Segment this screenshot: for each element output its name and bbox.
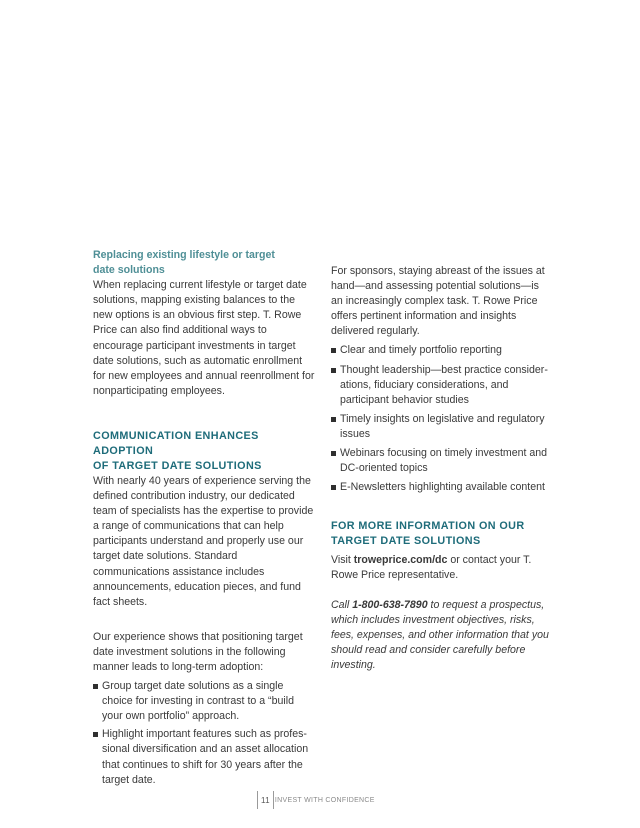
- square-bullet-icon: [331, 451, 336, 456]
- replacing-subheading: [93, 248, 315, 278]
- replacing-subheading-line1: Replacing existing lifestyle or target: [93, 249, 275, 261]
- list-item: [93, 679, 315, 724]
- square-bullet-icon: [93, 684, 98, 689]
- left-column: [93, 248, 315, 791]
- right-column: [331, 264, 551, 673]
- bullet-text: Clear and timely portfolio reporting: [340, 344, 502, 357]
- more-info-heading: [331, 519, 551, 549]
- bullet-text: Timely insights on legislative and regulatory issues: [340, 412, 545, 440]
- list-item: [331, 363, 551, 408]
- more-info-heading-line1: FOR MORE INFORMATION ON OUR: [331, 520, 525, 533]
- communication-paragraph: With nearly 40 years of experience serving the defined contribution industry, our dedicated team of specialists has the expertise to provide a range of communications that can help participants understand and properly use our target date solutions. Standard communications assistance includes announcements, education pieces, and fund fact sheets.: [93, 474, 314, 608]
- phone-number[interactable]: 1-800-638-7890: [352, 598, 428, 611]
- website-link[interactable]: troweprice.com/dc: [353, 554, 448, 567]
- communication-heading: [93, 429, 315, 474]
- square-bullet-icon: [331, 417, 336, 422]
- experience-paragraph: Our experience shows that positioning target date investment solutions in the following manner leads to long-term adoption:: [93, 630, 303, 673]
- bullet-text: E-Newsletters highlighting available content: [340, 481, 545, 494]
- list-item: [331, 446, 551, 476]
- visit-prefix: Visit: [331, 554, 354, 567]
- bullet-text: Webinars focusing on timely investment and DC-oriented topics: [340, 447, 548, 475]
- visit-suffix: or contact your T. Rowe Price representative.: [331, 554, 532, 582]
- bullet-text: Thought leadership—best practice considerations, fiduciary considerations, and participant behavior studies: [340, 363, 548, 406]
- square-bullet-icon: [331, 348, 336, 353]
- replacing-paragraph: When replacing current lifestyle or target date solutions, mapping existing balances to the new options is an obvious first step. T. Rowe Price can also find additional ways to encourage participant investments in target date solutions, such as automatic enrollment for new employees and annual reenrollment for nonparticipating employees.: [93, 279, 315, 397]
- page-number: 11: [261, 795, 270, 805]
- replacing-subheading-line2: date solutions: [93, 264, 165, 277]
- list-item: [331, 480, 551, 495]
- communication-heading-line2: OF TARGET DATE SOLUTIONS: [93, 459, 262, 472]
- square-bullet-icon: [331, 368, 336, 373]
- adoption-bullet-list: [93, 679, 315, 788]
- sponsors-paragraph: For sponsors, staying abreast of the issues at hand—and assessing potential solutions—is an increasingly complex task. T. Rowe Price offers pertinent information and insights delivered regularly.: [331, 265, 545, 338]
- list-item: [93, 727, 315, 787]
- bullet-text: Highlight important features such as professional diversification and an asset allocation that continues to shift for 30 years after the target date.: [102, 728, 309, 786]
- footer-tagline: INVEST WITH CONFIDENCE: [274, 796, 375, 804]
- sponsor-bullet-list: [331, 343, 551, 495]
- page-footer: [257, 791, 375, 809]
- communication-heading-line1: COMMUNICATION ENHANCES ADOPTION: [93, 429, 259, 457]
- list-item: [331, 343, 551, 358]
- call-suffix: to request a prospectus, which includes investment objectives, risks, fees, expenses, and other information that you should read and consider carefully before investing.: [331, 598, 549, 671]
- visit-paragraph: [331, 553, 551, 583]
- list-item: [331, 412, 551, 442]
- more-info-heading-line2: TARGET DATE SOLUTIONS: [331, 535, 481, 548]
- square-bullet-icon: [93, 732, 98, 737]
- call-prefix: Call: [331, 598, 353, 611]
- bullet-text: Group target date solutions as a single choice for investing in contrast to a “build your own portfolio” approach.: [102, 680, 294, 723]
- call-paragraph: [331, 598, 551, 673]
- square-bullet-icon: [331, 485, 336, 490]
